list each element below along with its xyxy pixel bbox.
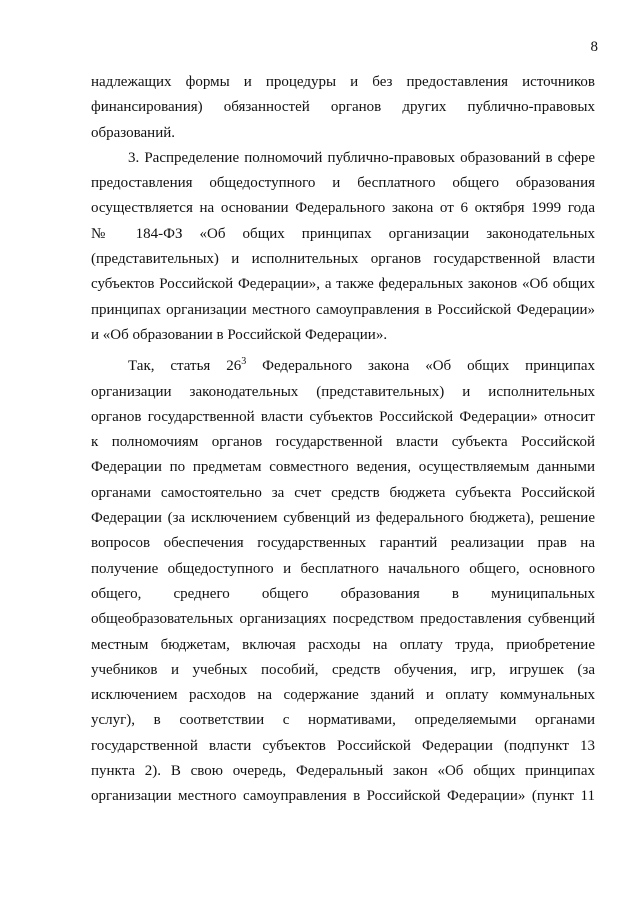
paragraph bbox=[91, 146, 595, 348]
text-line: вопросов обеспечения государственных гарантий реализации прав на bbox=[91, 535, 595, 552]
text-line: 3. Распределение полномочий публично-правовых образований в сфере bbox=[128, 149, 595, 166]
text-line: пункта 2). В свою очередь, Федеральный закон «Об общих принципах bbox=[91, 763, 595, 780]
text-fragment: Так, статья 26 bbox=[128, 358, 242, 375]
text-line: местным бюджетам, включая расходы на оплату труда, приобретение bbox=[91, 636, 595, 653]
text-line: принципах организации местного самоуправления в Российской Федерации» bbox=[91, 301, 595, 318]
text-line: органов государственной власти субъектов Российской Федерации» относит bbox=[91, 408, 595, 425]
text-line: (представительных) и исполнительных органов государственной власти bbox=[91, 251, 595, 268]
text-line: учебников и учебных пособий, средств обучения, игр, игрушек (за bbox=[91, 661, 595, 678]
text-line: государственной власти субъектов Российской Федерации (подпункт 13 bbox=[91, 737, 595, 754]
text-line: органами самостоятельно за счет средств бюджета субъекта Российской bbox=[91, 484, 595, 501]
superscript: 3 bbox=[241, 356, 247, 368]
document-body bbox=[91, 70, 595, 810]
text-line: организации местного самоуправления в Российской Федерации» (пункт 11 bbox=[91, 788, 595, 805]
text-line: осуществляется на основании Федерального закона от 6 октября 1999 года bbox=[91, 200, 595, 217]
text-line: организации законодательных (представительных) и исполнительных bbox=[91, 383, 595, 400]
text-line: общего, среднего общего образования в муниципальных bbox=[91, 585, 595, 602]
text-line: субъектов Российской Федерации», а также федеральных законов «Об общих bbox=[91, 276, 595, 293]
text-line: Федерации (за исключением субвенций из федерального бюджета), решение bbox=[91, 510, 595, 527]
text-line: образований. bbox=[91, 124, 176, 141]
text-line: предоставления общедоступного и бесплатного общего образования bbox=[91, 175, 595, 192]
text-line: № 184-ФЗ «Об общих принципах организации законодательных bbox=[91, 225, 595, 242]
text-line-with-superscript bbox=[91, 354, 595, 379]
text-line: к полномочиям органов государственной власти субъекта Российской bbox=[91, 434, 595, 451]
paragraph bbox=[91, 354, 595, 809]
text-line: услуг), в соответствии с нормативами, определяемыми органами bbox=[91, 712, 595, 729]
page-number: 8 bbox=[590, 39, 598, 55]
text-line: надлежащих формы и процедуры и без предоставления источников bbox=[91, 74, 595, 90]
paragraph bbox=[91, 70, 595, 146]
text-line: финансирования) обязанностей органов других публично-правовых bbox=[91, 99, 595, 116]
text-line: Федерации по предметам совместного ведения, осуществляемым данными bbox=[91, 459, 595, 476]
text-line: и «Об образовании в Российской Федерации». bbox=[91, 326, 388, 343]
text-fragment: Федерального закона «Об общих принципах bbox=[246, 358, 595, 375]
text-line: исключением расходов на содержание зданий и оплату коммунальных bbox=[91, 687, 595, 704]
text-line: получение общедоступного и бесплатного начального общего, основного bbox=[91, 560, 595, 577]
text-line: общеобразовательных организациях посредством предоставления субвенций bbox=[91, 611, 595, 628]
